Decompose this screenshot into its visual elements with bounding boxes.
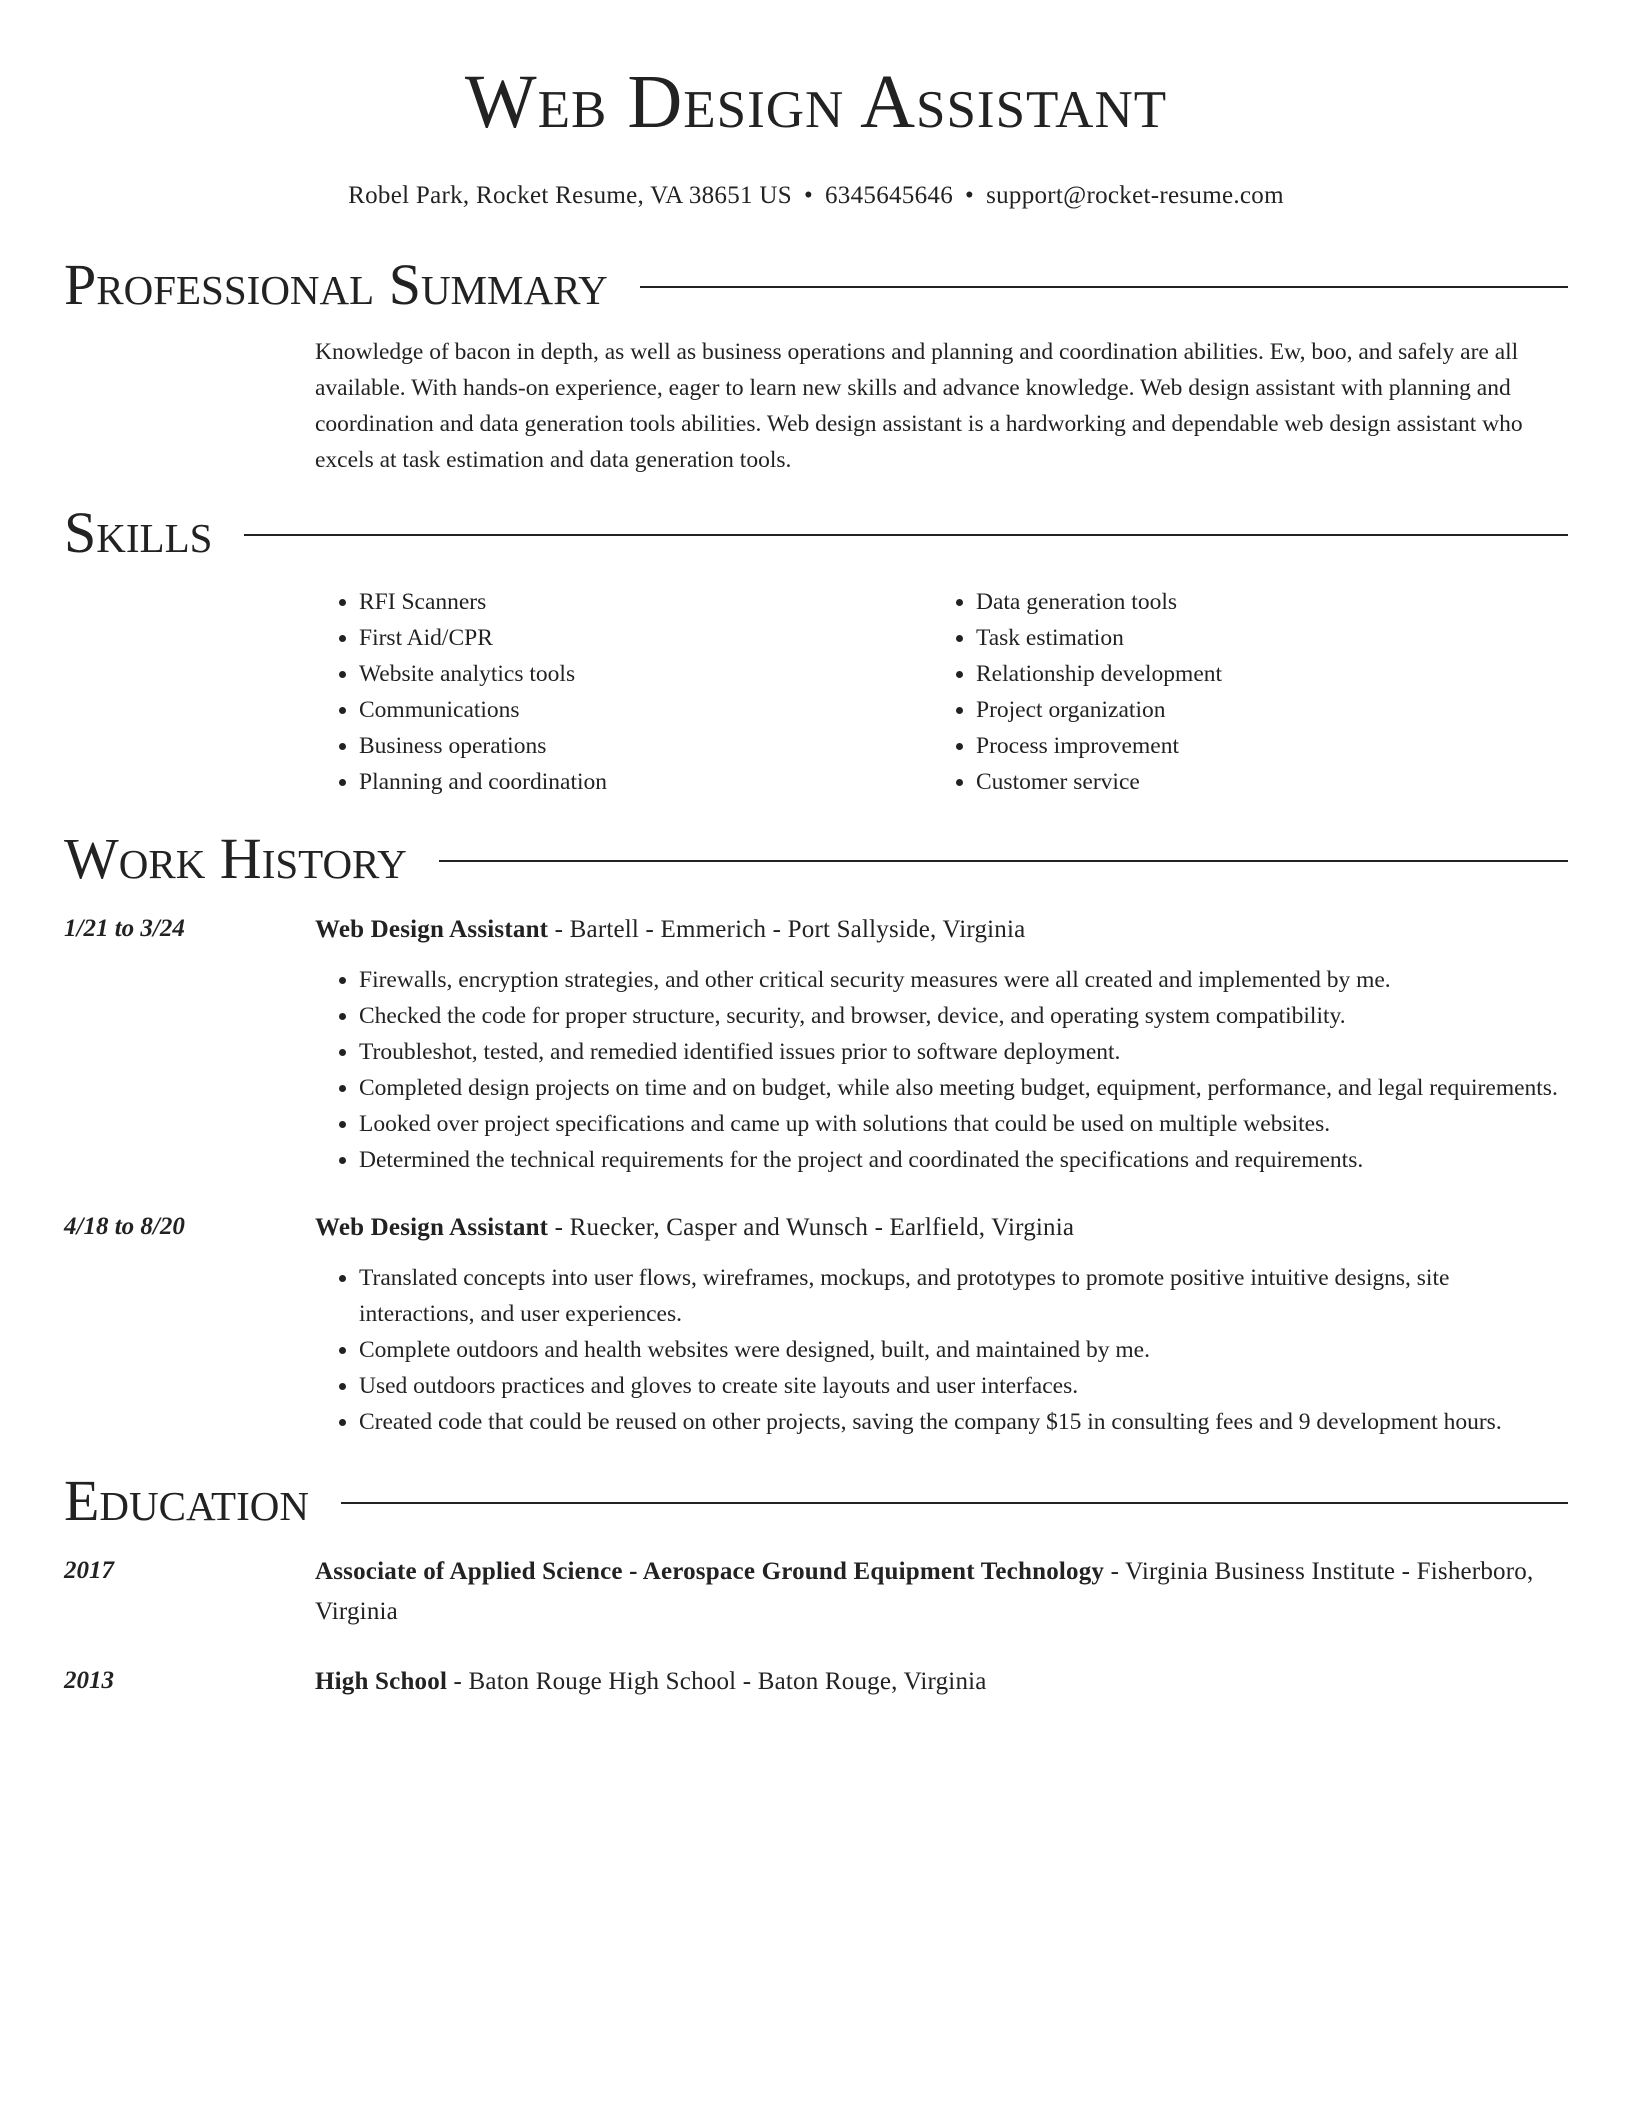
education-heading — [315, 1662, 1568, 1702]
job-details: - Ruecker, Casper and Wunsch - Earlfield, Virginia — [548, 1214, 1075, 1241]
job-body — [315, 1208, 1568, 1440]
skill-item: • Website analytics tools — [359, 656, 932, 692]
job-body — [315, 910, 1568, 1178]
job-heading — [315, 910, 1568, 950]
job-bullet: • Checked the code for proper structure, security, and browser, device, and operating system compatibility. — [359, 998, 1568, 1034]
education-details: - Baton Rouge High School - Baton Rouge, Virginia — [447, 1668, 987, 1695]
summary-heading-label: Professional Summary — [64, 252, 608, 317]
skill-item: • Relationship development — [976, 656, 1549, 692]
education-heading-label: Education — [64, 1468, 309, 1533]
section-divider — [640, 286, 1568, 288]
education-entry — [64, 1552, 1568, 1632]
job-heading — [315, 1208, 1568, 1248]
job-title: Web Design Assistant — [315, 1214, 549, 1241]
skill-item: • Process improvement — [976, 728, 1549, 764]
contact-line — [64, 182, 1568, 210]
job-bullet: • Determined the technical requirements for the project and coordinated the specifications and requirements. — [359, 1142, 1568, 1178]
education-body — [315, 1662, 1568, 1702]
education-degree: Associate of Applied Science - Aerospace Ground Equipment Technology — [315, 1558, 1105, 1585]
resume-title: Web Design Assistant — [464, 60, 1168, 144]
skills-list — [315, 584, 1568, 800]
work-heading-label: Work History — [64, 826, 407, 891]
education-degree: High School — [315, 1668, 448, 1695]
job-details: - Bartell - Emmerich - Port Sallyside, Virginia — [548, 916, 1026, 943]
job-bullet: • Firewalls, encryption strategies, and other critical security measures were all created and implemented by me. — [359, 962, 1568, 998]
skill-item: • Task estimation — [976, 620, 1549, 656]
job-bullet: • Completed design projects on time and on budget, while also meeting budget, equipment, performance, and legal requirements. — [359, 1070, 1568, 1106]
job-title: Web Design Assistant — [315, 916, 549, 943]
education-heading — [315, 1552, 1568, 1632]
education-year: 2013 — [64, 1667, 114, 1694]
job-bullets — [315, 962, 1568, 1178]
job-bullet: • Used outdoors practices and gloves to create site layouts and user interfaces. — [359, 1368, 1568, 1404]
job-bullets — [315, 1260, 1568, 1440]
skill-item: • Planning and coordination — [359, 764, 932, 800]
job-dates: 4/18 to 8/20 — [64, 1213, 185, 1240]
job-bullet: • Troubleshot, tested, and remedied identified issues prior to software deployment. — [359, 1034, 1568, 1070]
job-entry — [64, 1208, 1568, 1440]
skills-heading-label: Skills — [64, 500, 213, 565]
section-divider — [341, 1502, 1568, 1504]
skill-item: • Customer service — [976, 764, 1549, 800]
contact-address: Robel Park, Rocket Resume, VA 38651 US — [348, 182, 792, 209]
skills-column-left — [315, 584, 932, 800]
contact-separator: • — [803, 182, 813, 209]
skill-item: • Project organization — [976, 692, 1549, 728]
skill-item: • Data generation tools — [976, 584, 1549, 620]
skill-item: • Business operations — [359, 728, 932, 764]
job-bullet: • Complete outdoors and health websites were designed, built, and maintained by me. — [359, 1332, 1568, 1368]
resume-page — [64, 0, 1568, 1702]
summary-text: Knowledge of bacon in depth, as well as business operations and planning and coordination abilities. Ew, boo, and safely are all available. With hands-on experience, eager to learn new skills and advance knowledge. Web design assistant with planning and coordination and data generation tools abilities. Web design assistant is a hardworking and dependable web design assistant who excels at task estimation and data generation tools. — [315, 339, 1523, 473]
education-body — [315, 1552, 1568, 1632]
section-divider — [244, 534, 1568, 536]
contact-email: support@rocket-resume.com — [986, 182, 1284, 209]
job-bullet: • Looked over project specifications and came up with solutions that could be used on multiple websites. — [359, 1106, 1568, 1142]
skill-item: • First Aid/CPR — [359, 620, 932, 656]
section-divider — [439, 860, 1568, 862]
skills-column-right — [932, 584, 1549, 800]
skill-item: • RFI Scanners — [359, 584, 932, 620]
summary-section-heading — [64, 252, 1568, 317]
job-bullet: • Translated concepts into user flows, wireframes, mockups, and prototypes to promote positive intuitive designs, site interactions, and user experiences. — [359, 1260, 1568, 1332]
education-details: - Virginia Business Institute - Fisherboro, Virginia — [315, 1558, 1534, 1625]
education-section-heading — [64, 1468, 1568, 1533]
skills-section-heading — [64, 500, 1568, 565]
contact-separator: • — [965, 182, 975, 209]
work-section-heading — [64, 826, 1568, 891]
job-dates: 1/21 to 3/24 — [64, 915, 185, 942]
job-bullet: • Created code that could be reused on other projects, saving the company $15 in consulting fees and 9 development hours. — [359, 1404, 1568, 1440]
skill-item: • Communications — [359, 692, 932, 728]
education-entry — [64, 1662, 1568, 1702]
education-year: 2017 — [64, 1557, 114, 1584]
job-entry — [64, 910, 1568, 1178]
contact-phone: 6345645646 — [825, 182, 953, 209]
